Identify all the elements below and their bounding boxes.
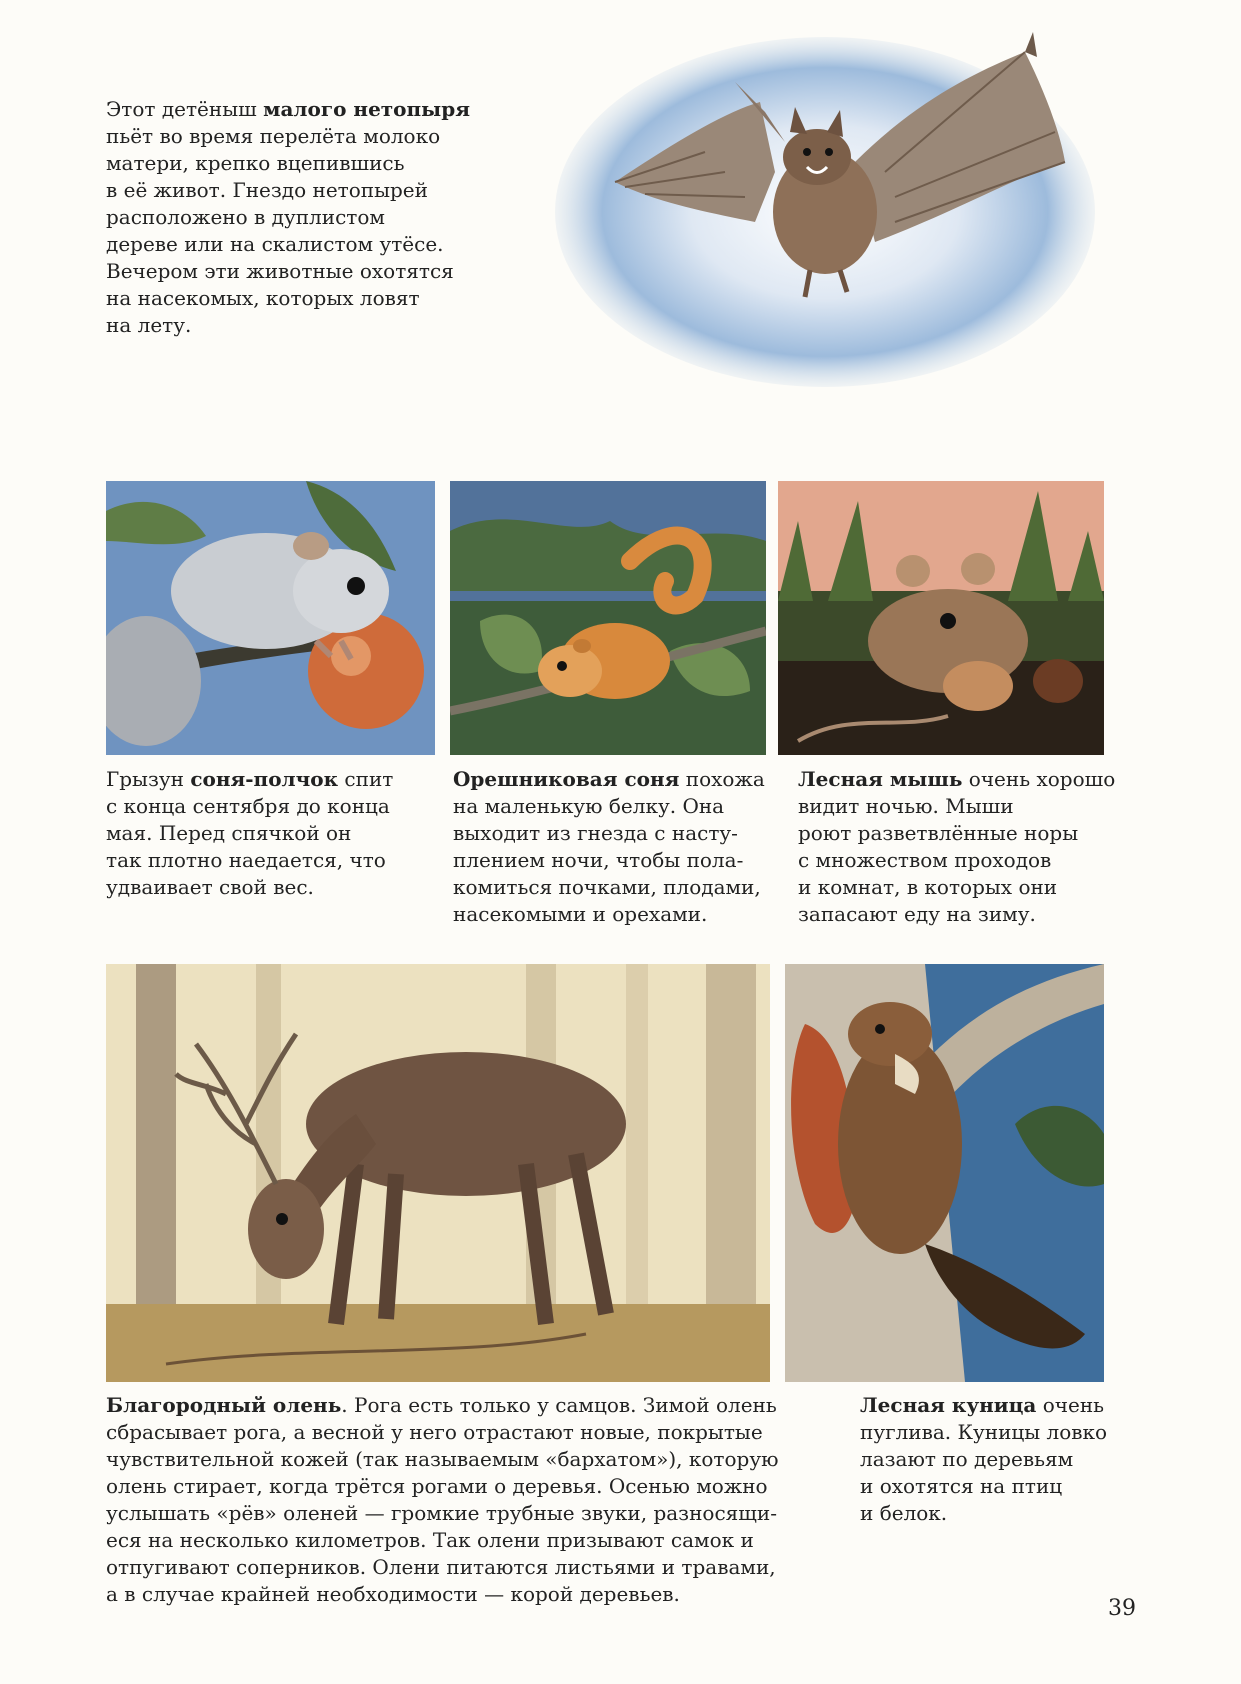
hazel-dormouse-illustration (450, 481, 766, 755)
pine-marten-paragraph: Лесная куница очень пуглива. Куницы ловко лазают по деревьям и охотятся на птиц и белок. (860, 1393, 1108, 1525)
edible-dormouse-illustration (106, 481, 435, 755)
wood-mouse-illustration (778, 481, 1104, 755)
bat-species-name: малого нетопыря (263, 97, 470, 121)
red-deer-paragraph: Благородный олень. Рога есть только у самцов. Зимой олень сбрасывает рога, а весной у него отрастают новые, покрытые чувствительной кожей (так называемым «бархатом»), которую олень стирает, когда трётся рогами о деревья. Осенью можно услышать «рёв» оленей — громкие трубные звуки, разносящи- еся на несколько километров. Так олени призывают самок и отпугивают соперников. Олени питаются листьями и травами, а в случае крайней необходимости — корой деревьев. (106, 1393, 779, 1606)
red-deer-illustration (106, 964, 770, 1382)
page-number: 39 (1108, 1596, 1136, 1621)
bat-paragraph: Этот детёныш малого нетопыря пьёт во время перелёта молоко матери, крепко вцепившись в её живот. Гнездо нетопырей расположено в дуплистом дереве или на скалистом утёсе. Вечером эти животные охотятся на насекомых, которых ловят на лету. (106, 97, 470, 337)
edible-dormouse-paragraph: Грызун соня-полчок спит с конца сентября до конца мая. Перед спячкой он так плотно наедается, что удваивает свой вес. (106, 767, 394, 899)
red-deer-name: Благородный олень (106, 1393, 342, 1417)
hazel-dormouse-name: Орешниковая соня (453, 767, 680, 791)
wood-mouse-name: Лесная мышь (798, 767, 963, 791)
edible-dormouse-name: соня-полчок (190, 767, 339, 791)
hazel-dormouse-paragraph: Орешниковая соня похожа на маленькую белку. Она выходит из гнезда с насту- плением ночи, чтобы пола- комиться почками, плодами, насекомыми и орехами. (453, 767, 765, 926)
pine-marten-name: Лесная куница (860, 1393, 1037, 1417)
pine-marten-illustration (785, 964, 1104, 1382)
bat-illustration (555, 22, 1095, 402)
wood-mouse-paragraph: Лесная мышь очень хорошо видит ночью. Мыши роют разветвлённые норы с множеством проходов и комнат, в которых они запасают еду на зиму. (798, 767, 1116, 926)
